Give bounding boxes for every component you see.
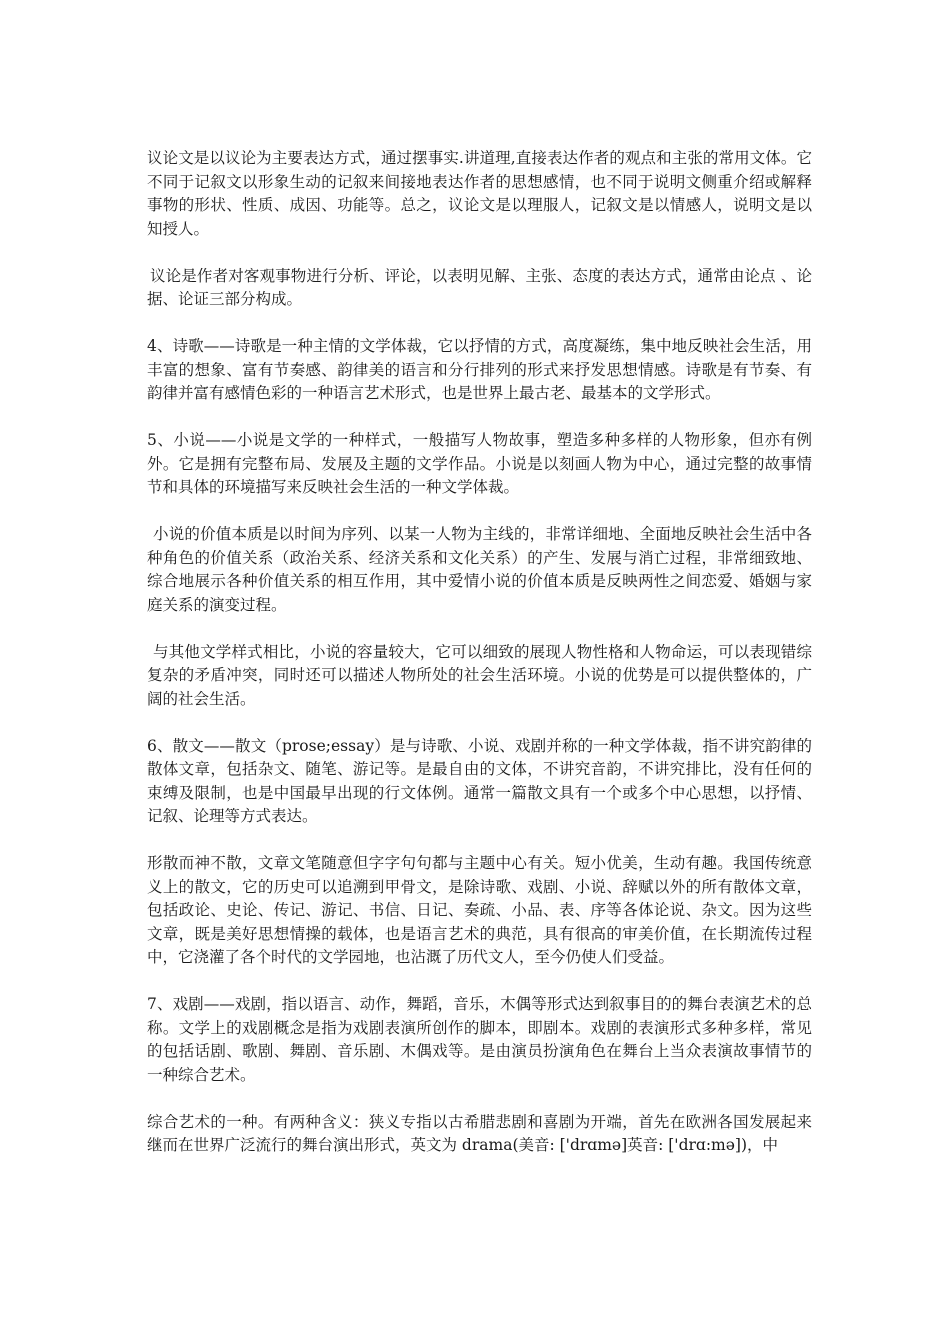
paragraph-prose-form: 形散而神不散，文章文笔随意但字字句句都与主题中心有关。短小优美，生动有趣。我国传统意义上的散文，它的历史可以追溯到甲骨文，是除诗歌、戏剧、小说、辞赋以外的所有散体文章，包括政论、史论、传记、游记、书信、日记、奏疏、小品、表、序等各体论说、杂文。因为这些文章，既是美好思想情操的载体，也是语言艺术的典范，具有很高的审美价值，在长期流传过程中，它浇灌了各个时代的文学园地，也沾溉了历代文人，至今仍使人们受益。 bbox=[147, 854, 812, 966]
paragraph-poetry: 4、诗歌——诗歌是一种主情的文学体裁，它以抒情的方式，高度凝练，集中地反映社会生活，用丰富的想象、富有节奏感、韵律美的语言和分行排列的形式来抒发思想情感。诗歌是有节奏、有韵律并富有感情色彩的一种语言艺术形式，也是世界上最古老、最基本的文学形式。 bbox=[147, 337, 812, 402]
paragraph-argumentation: 议论是作者对客观事物进行分析、评论，以表明见解、主张、态度的表达方式，通常由论点 、论据、论证三部分构成。 bbox=[147, 266, 812, 308]
paragraph-novel-capacity: 与其他文学样式相比，小说的容量较大，它可以细致的展现人物性格和人物命运，可以表现错综复杂的矛盾冲突，同时还可以描述人物所处的社会生活环境。小说的优势是可以提供整体的，广阔的社会生活。 bbox=[147, 642, 812, 708]
paragraph-argumentative-essay: 议论文是以议论为主要表达方式，通过摆事实.讲道理,直接表达作者的观点和主张的常用文体。它不同于记叙文以形象生动的记叙来间接地表达作者的思想感情，也不同于说明文侧重介绍或解释事物的形状、性质、成因、功能等。总之，议论文是以理服人，记叙文是以情感人，说明文是以知授人。 bbox=[147, 149, 812, 238]
paragraph-drama: 7、戏剧——戏剧，指以语言、动作，舞蹈，音乐，木偶等形式达到叙事目的的舞台表演艺术的总称。文学上的戏剧概念是指为戏剧表演所创作的脚本，即剧本。戏剧的表演形式多种多样，常见的包括话剧、歌剧、舞剧、音乐剧、木偶戏等。是由演员扮演角色在舞台上当众表演故事情节的一种综合艺术。 bbox=[147, 995, 812, 1084]
paragraph-comprehensive-art: 综合艺术的一种。有两种含义：狭义专指以古希腊悲剧和喜剧为开端，首先在欧洲各国发展起来继而在世界广泛流行的舞台演出形式，英文为 drama(美音: ['drɑmə]英音: ['drɑ:mə])，中 bbox=[147, 1112, 812, 1154]
paragraph-novel-value: 小说的价值本质是以时间为序列、以某一人物为主线的，非常详细地、全面地反映社会生活中各种角色的价值关系（政治关系、经济关系和文化关系）的产生、发展与消亡过程，非常细致地、综合地展示各种价值关系的相互作用，其中爱情小说的价值本质是反映两性之间恋爱、婚姻与家庭关系的演变过程。 bbox=[147, 525, 812, 614]
paragraph-prose: 6、散文——散文（prose;essay）是与诗歌、小说、戏剧并称的一种文学体裁，指不讲究韵律的散体文章，包括杂文、随笔、游记等。是最自由的文体，不讲究音韵，不讲究排比，没有任何的束缚及限制，也是中国最早出现的行文体例。通常一篇散文具有一个或多个中心思想，以抒情、记叙、论理等方式表达。 bbox=[147, 736, 812, 825]
document-body bbox=[147, 147, 812, 1181]
paragraph-novel: 5、小说——小说是文学的一种样式，一般描写人物故事，塑造多种多样的人物形象，但亦有例外。它是拥有完整布局、发展及主题的文学作品。小说是以刻画人物为中心，通过完整的故事情节和具体的环境描写来反映社会生活的一种文学体裁。 bbox=[147, 431, 812, 496]
